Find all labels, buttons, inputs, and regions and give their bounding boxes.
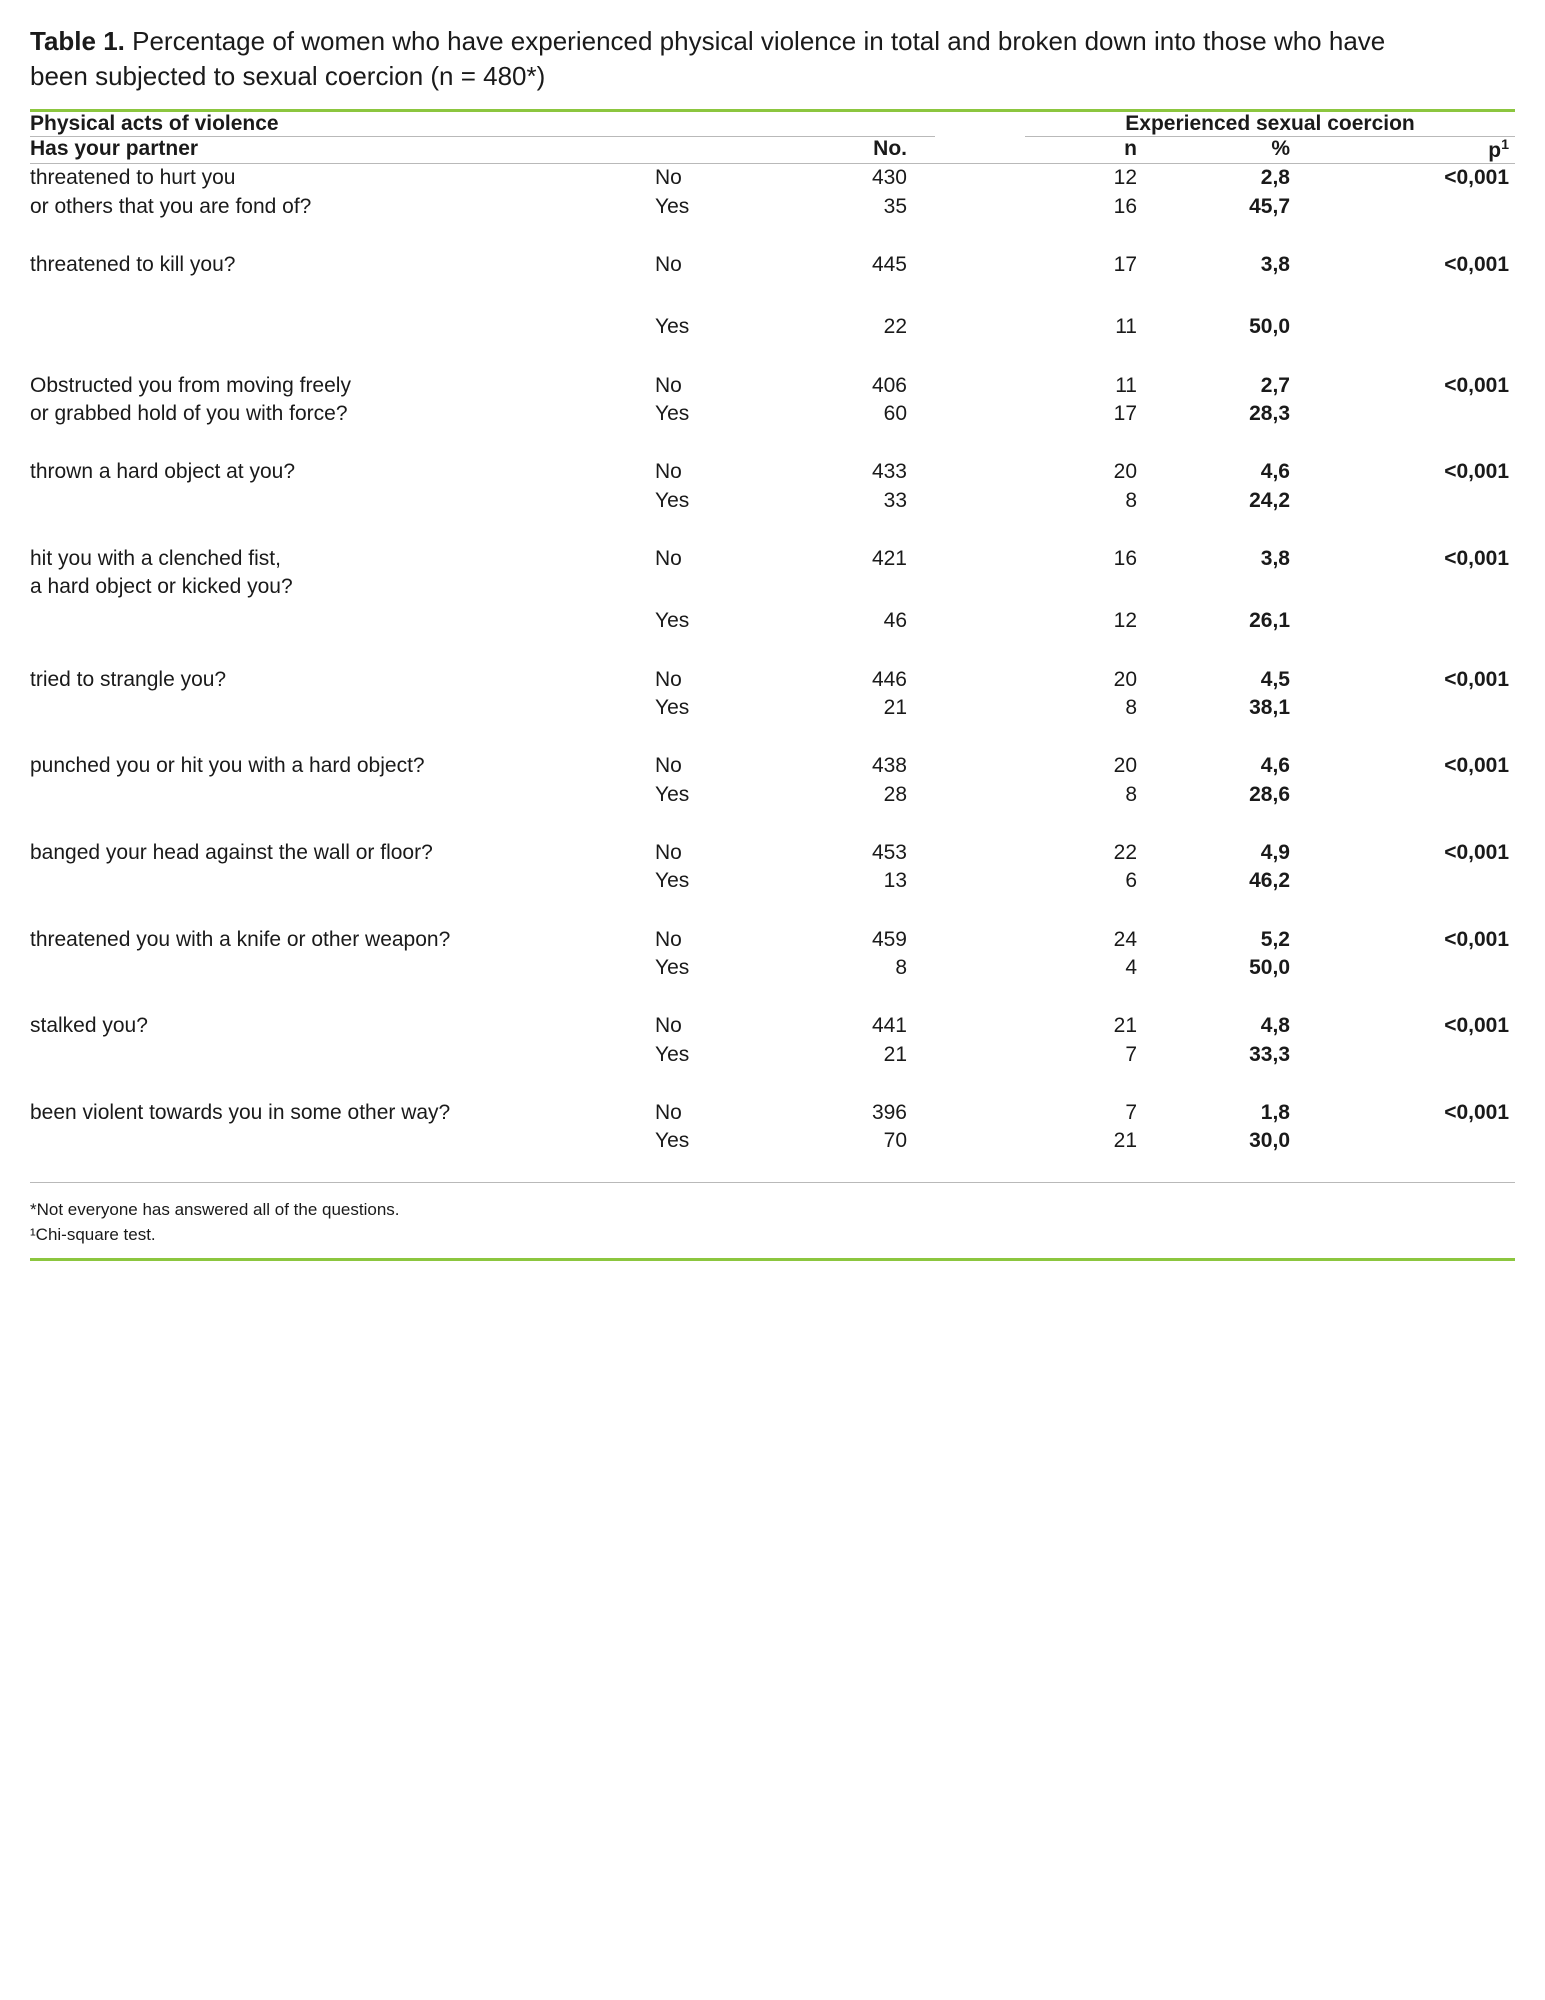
row-pct-5b: 26,1 (1249, 609, 1290, 633)
row-gap (935, 279, 1025, 341)
row-yn-7b: Yes (655, 782, 690, 806)
row-p-3: <0,001 (1444, 373, 1510, 397)
row-gap (935, 251, 1025, 279)
col-header-p-text: p (1488, 139, 1502, 163)
row-p-6: <0,001 (1444, 667, 1510, 691)
row-gap (935, 573, 1025, 635)
row-pct-5a: 3,8 (1260, 546, 1290, 570)
table-row (30, 164, 1515, 193)
row-pct-11a: 1,8 (1260, 1101, 1290, 1125)
row-total-10b: 21 (883, 1042, 907, 1066)
row-gap (935, 1099, 1025, 1127)
row-n-9b: 4 (1125, 956, 1137, 979)
row-yn-9a: No (655, 927, 682, 951)
row-total-3b: 60 (883, 401, 907, 425)
row-yn-11b: Yes (655, 1129, 690, 1153)
row-yn-11a: No (655, 1101, 682, 1125)
table-row (30, 954, 1515, 982)
row-gap (935, 752, 1025, 780)
row-spacer (30, 636, 1515, 666)
row-gap (935, 954, 1025, 982)
row-total-11b: 70 (883, 1129, 907, 1153)
row-pct-8a: 4,9 (1260, 840, 1290, 864)
row-pct-1b: 45,7 (1249, 194, 1290, 218)
row-total-7a: 438 (871, 754, 907, 778)
col-header-total: No. (805, 137, 935, 164)
col-header-percent: % (1155, 137, 1320, 164)
row-item-1b: or others that you are fond of? (30, 194, 312, 218)
row-p-5: <0,001 (1444, 546, 1510, 570)
row-gap (935, 545, 1025, 573)
row-item-8b (30, 867, 655, 895)
row-total-8b: 13 (883, 869, 907, 893)
col-header-yesno (655, 137, 805, 164)
row-yn-3a: No (655, 373, 682, 397)
row-spacer (30, 982, 1515, 1012)
row-yn-4b: Yes (655, 488, 690, 512)
row-total-6b: 21 (883, 695, 907, 719)
row-p-blank (1320, 867, 1515, 895)
row-pct-4a: 4,6 (1260, 460, 1290, 484)
row-pct-6b: 38,1 (1249, 695, 1290, 719)
row-item-9a: threatened you with a knife or other weapon? (30, 927, 451, 951)
table-row (30, 867, 1515, 895)
row-p-blank (1320, 279, 1515, 341)
row-item-10a: stalked you? (30, 1014, 148, 1038)
row-yn-4a: No (655, 460, 682, 484)
row-yn-2a: No (655, 252, 682, 276)
row-n-2b: 11 (1115, 315, 1137, 339)
footnote-2: ¹Chi-square test. (30, 1225, 156, 1245)
row-total-2a: 445 (871, 252, 907, 276)
table-row (30, 839, 1515, 867)
table-row (30, 694, 1515, 722)
row-item-3b: or grabbed hold of you with force? (30, 401, 348, 425)
row-p-8: <0,001 (1444, 840, 1510, 864)
row-n-10b: 7 (1125, 1042, 1137, 1066)
row-n-4a: 20 (1113, 460, 1137, 484)
row-p-blank (1320, 1127, 1515, 1155)
row-n-7b: 8 (1125, 782, 1137, 806)
row-total-7b: 28 (883, 782, 907, 806)
row-total-6a: 446 (871, 667, 907, 691)
row-n-5b: 12 (1113, 609, 1137, 633)
row-pct-11b: 30,0 (1249, 1129, 1290, 1153)
row-p-blank (1320, 1041, 1515, 1069)
row-item-6a: tried to strangle you? (30, 667, 227, 691)
row-pct-4b: 24,2 (1249, 488, 1290, 512)
table-row (30, 926, 1515, 954)
row-p-11: <0,001 (1444, 1101, 1510, 1125)
row-total-2b: 22 (883, 315, 907, 339)
row-yn-2b: Yes (655, 315, 690, 339)
row-yn-5b: Yes (655, 609, 690, 633)
row-item-6b (30, 694, 655, 722)
row-p-7: <0,001 (1444, 754, 1510, 778)
row-yn-9b: Yes (655, 956, 690, 979)
row-yn-6b: Yes (655, 695, 690, 719)
row-pct-10a: 4,8 (1260, 1014, 1290, 1038)
row-n-3a: 11 (1115, 373, 1137, 397)
row-n-1a: 12 (1113, 166, 1137, 190)
table-row (30, 193, 1515, 221)
data-table (30, 112, 1515, 1156)
table-row (30, 573, 1515, 635)
table-row (30, 279, 1515, 341)
row-n-9a: 24 (1113, 927, 1137, 951)
row-total-10a: 441 (871, 1014, 907, 1038)
row-gap (935, 781, 1025, 809)
row-n-8a: 22 (1113, 840, 1137, 864)
row-item-11a: been violent towards you in some other way? (30, 1101, 451, 1125)
row-pct-7a: 4,6 (1260, 754, 1290, 778)
row-gap (935, 1127, 1025, 1155)
row-p-2: <0,001 (1444, 252, 1510, 276)
table-row (30, 1127, 1515, 1155)
row-p-blank (1320, 781, 1515, 809)
row-total-4b: 33 (883, 488, 907, 512)
row-item-4a: thrown a hard object at you? (30, 460, 296, 484)
row-gap (935, 867, 1025, 895)
row-total-1a: 430 (871, 166, 907, 190)
row-p-9: <0,001 (1444, 927, 1510, 951)
row-gap (935, 372, 1025, 400)
row-gap (935, 926, 1025, 954)
row-item-9b (30, 954, 655, 982)
row-n-2a: 17 (1113, 252, 1137, 276)
col-header-gap (935, 137, 1025, 164)
row-p-10: <0,001 (1444, 1014, 1510, 1038)
row-p-4: <0,001 (1444, 460, 1510, 484)
row-item-2a: threatened to kill you? (30, 252, 236, 276)
row-gap (935, 400, 1025, 428)
table-caption (30, 24, 1458, 93)
group-header-left: Physical acts of violence (30, 112, 935, 137)
row-item-4b (30, 487, 655, 515)
row-yn-3b: Yes (655, 401, 690, 425)
row-yn-1b: Yes (655, 194, 690, 218)
col-header-p (1320, 137, 1515, 164)
row-p-blank (1320, 954, 1515, 982)
row-n-10a: 21 (1113, 1014, 1137, 1038)
row-gap (935, 164, 1025, 193)
row-item-5a: hit you with a clenched fist, (30, 546, 281, 570)
col-header-item: Has your partner (30, 137, 655, 164)
row-spacer (30, 809, 1515, 839)
row-yn-10b: Yes (655, 1042, 690, 1066)
row-spacer (30, 896, 1515, 926)
row-total-5a: 421 (871, 546, 907, 570)
row-pct-3b: 28,3 (1249, 401, 1290, 425)
row-item-2b (30, 279, 655, 341)
row-total-3a: 406 (871, 373, 907, 397)
row-gap (935, 1012, 1025, 1040)
table-row (30, 400, 1515, 428)
table-row (30, 1099, 1515, 1127)
row-p-blank (1320, 694, 1515, 722)
row-pct-9a: 5,2 (1260, 927, 1290, 951)
row-item-10b (30, 1041, 655, 1069)
table-row (30, 372, 1515, 400)
row-total-5b: 46 (883, 609, 907, 633)
row-total-9a: 459 (871, 927, 907, 951)
table-bottom-divider (30, 1258, 1515, 1261)
row-p-blank (1320, 193, 1515, 221)
table-row (30, 1012, 1515, 1040)
row-n-11a: 7 (1125, 1101, 1137, 1125)
table-row (30, 545, 1515, 573)
row-spacer (30, 1069, 1515, 1099)
footnote-1: *Not everyone has answered all of the questions. (30, 1199, 400, 1219)
row-pct-2b: 50,0 (1249, 315, 1290, 339)
row-n-4b: 8 (1125, 488, 1137, 512)
caption-label: Table 1. (30, 26, 125, 56)
column-header-row (30, 137, 1515, 164)
row-pct-1a: 2,8 (1260, 166, 1290, 190)
col-header-n: n (1025, 137, 1155, 164)
row-yn-1a: No (655, 166, 682, 190)
group-header-right: Experienced sexual coercion (1025, 112, 1515, 137)
group-header-gap (935, 112, 1025, 137)
row-n-7a: 20 (1113, 754, 1137, 778)
row-gap (935, 458, 1025, 486)
row-item-7b (30, 781, 655, 809)
row-p-blank (1320, 400, 1515, 428)
table-row (30, 666, 1515, 694)
row-item-7a: punched you or hit you with a hard object? (30, 754, 425, 778)
row-item-1a: threatened to hurt you (30, 166, 236, 190)
row-total-1b: 35 (883, 194, 907, 218)
row-total-4a: 433 (871, 460, 907, 484)
caption-text: Percentage of women who have experienced physical violence in total and broken down into those who have been subjected to sexual coercion (n = 480*) (30, 26, 1386, 91)
row-n-11b: 21 (1113, 1129, 1137, 1153)
row-total-8a: 453 (871, 840, 907, 864)
table-row (30, 487, 1515, 515)
row-pct-2a: 3,8 (1260, 252, 1290, 276)
footnotes (30, 1182, 1515, 1248)
row-p-blank (1320, 487, 1515, 515)
row-n-6a: 20 (1113, 667, 1137, 691)
table-row (30, 781, 1515, 809)
row-pct-10b: 33,3 (1249, 1042, 1290, 1066)
row-gap (935, 666, 1025, 694)
row-yn-7a: No (655, 754, 682, 778)
table-row (30, 251, 1515, 279)
row-spacer (30, 342, 1515, 372)
table-row (30, 752, 1515, 780)
row-total-11a: 396 (871, 1101, 907, 1125)
row-gap (935, 1041, 1025, 1069)
col-header-p-sup: 1 (1501, 137, 1510, 154)
row-n-1b: 16 (1113, 194, 1137, 218)
row-yn-6a: No (655, 667, 682, 691)
row-spacer (30, 722, 1515, 752)
table-row (30, 1041, 1515, 1069)
row-p-1: <0,001 (1444, 166, 1510, 190)
row-yn-5a: No (655, 546, 682, 570)
row-total-9b: 8 (895, 956, 907, 979)
row-item-11b (30, 1127, 655, 1155)
row-p-blank (1320, 573, 1515, 635)
row-n-8b: 6 (1125, 869, 1137, 893)
row-pct-9b: 50,0 (1249, 956, 1290, 979)
row-pct-8b: 46,2 (1249, 869, 1290, 893)
row-pct-6a: 4,5 (1260, 667, 1290, 691)
row-item-3a: Obstructed you from moving freely (30, 373, 351, 397)
row-item-5b: a hard object or kicked you? (30, 575, 293, 599)
group-header-row (30, 112, 1515, 137)
row-yn-10a: No (655, 1014, 682, 1038)
row-gap (935, 487, 1025, 515)
row-spacer (30, 428, 1515, 458)
table-row (30, 458, 1515, 486)
row-yn-8a: No (655, 840, 682, 864)
row-n-5a: 16 (1113, 546, 1137, 570)
row-n-3b: 17 (1113, 401, 1137, 425)
row-pct-3a: 2,7 (1260, 373, 1290, 397)
row-gap (935, 694, 1025, 722)
row-gap (935, 193, 1025, 221)
row-spacer (30, 515, 1515, 545)
row-yn-8b: Yes (655, 869, 690, 893)
row-spacer (30, 221, 1515, 251)
row-pct-7b: 28,6 (1249, 782, 1290, 806)
row-item-8a: banged your head against the wall or floor? (30, 840, 433, 864)
row-n-6b: 8 (1125, 695, 1137, 719)
row-gap (935, 839, 1025, 867)
